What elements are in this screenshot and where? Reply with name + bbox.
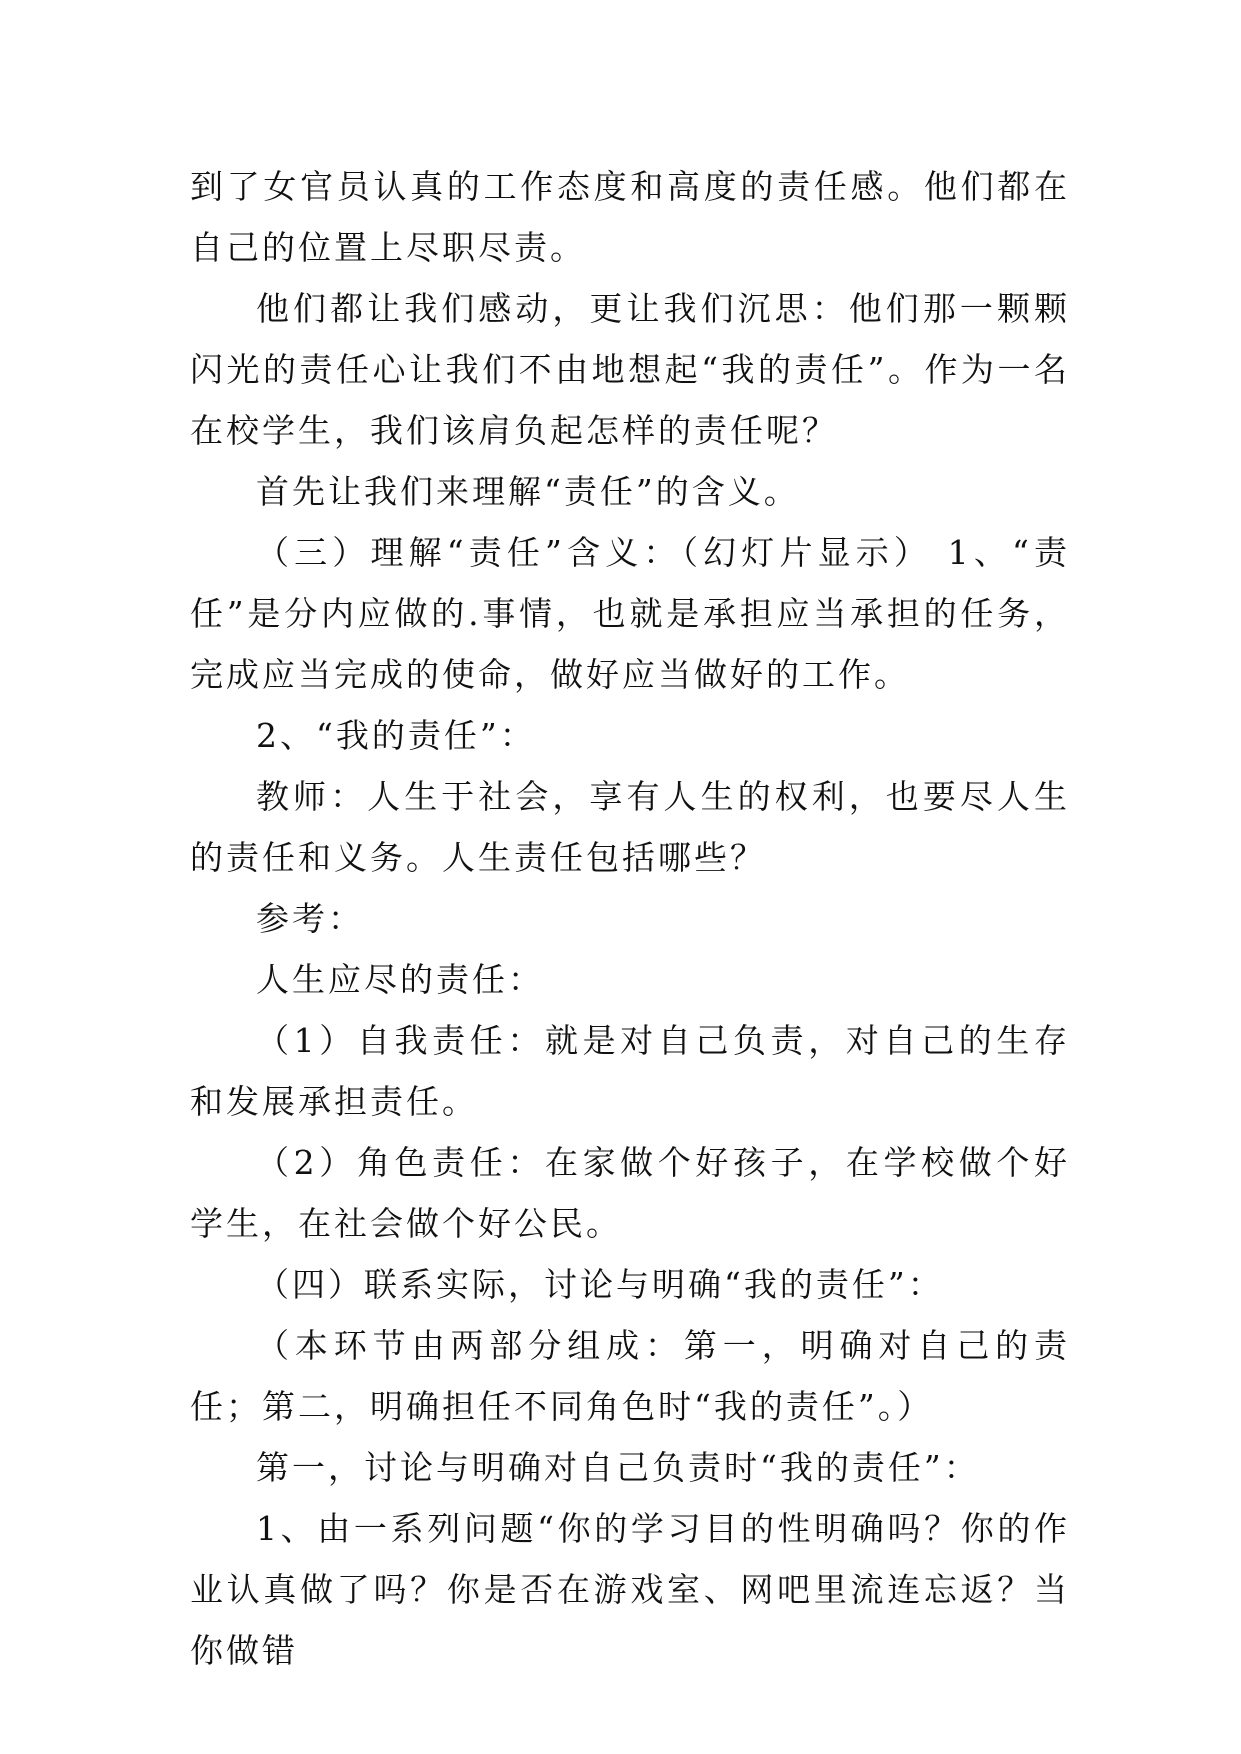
paragraph-reflection: 他们都让我们感动，更让我们沉思：他们那一颗颗闪光的责任心让我们不由地想起“我的责任”。作为一名在校学生，我们该肩负起怎样的责任呢？	[190, 289, 1070, 450]
paragraph-teacher: 教师：人生于社会，享有人生的权利，也要尽人生的责任和义务。人生责任包括哪些？	[190, 777, 1070, 877]
paragraph-first-discussion: 第一，讨论与明确对自己负责时“我的责任”：	[256, 1448, 980, 1487]
paragraph-intro-meaning: 首先让我们来理解“责任”的含义。	[256, 472, 800, 511]
paragraph-section-note: （本环节由两部分组成：第一，明确对自己的责任；第二，明确担任不同角色时“我的责任”。）	[190, 1326, 1070, 1426]
paragraph-role-responsibility: （2）角色责任：在家做个好孩子，在学校做个好学生，在社会做个好公民。	[190, 1143, 1070, 1243]
paragraph-reference: 参考：	[256, 899, 364, 938]
paragraph-life-duties: 人生应尽的责任：	[256, 960, 544, 999]
paragraph-my-responsibility: 2、“我的责任”：	[256, 716, 536, 755]
paragraph-section-three: （三）理解“责任”含义：（幻灯片显示） 1、“责任”是分内应做的.事情，也就是承担应当承担的任务，完成应当完成的使命，做好应当做好的工作。	[190, 533, 1070, 694]
paragraph-section-four: （四）联系实际，讨论与明确“我的责任”：	[256, 1265, 944, 1304]
paragraph-self-responsibility: （1）自我责任：就是对自己负责，对自己的生存和发展承担责任。	[190, 1021, 1070, 1121]
paragraph-question-list: 1、由一系列问题“你的学习目的性明确吗？你的作业认真做了吗？你是否在游戏室、网吧里流连忘返？当你做错	[190, 1509, 1070, 1670]
document-body	[190, 156, 1070, 1681]
paragraph-continuation: 到了女官员认真的工作态度和高度的责任感。他们都在自己的位置上尽职尽责。	[190, 167, 1070, 267]
